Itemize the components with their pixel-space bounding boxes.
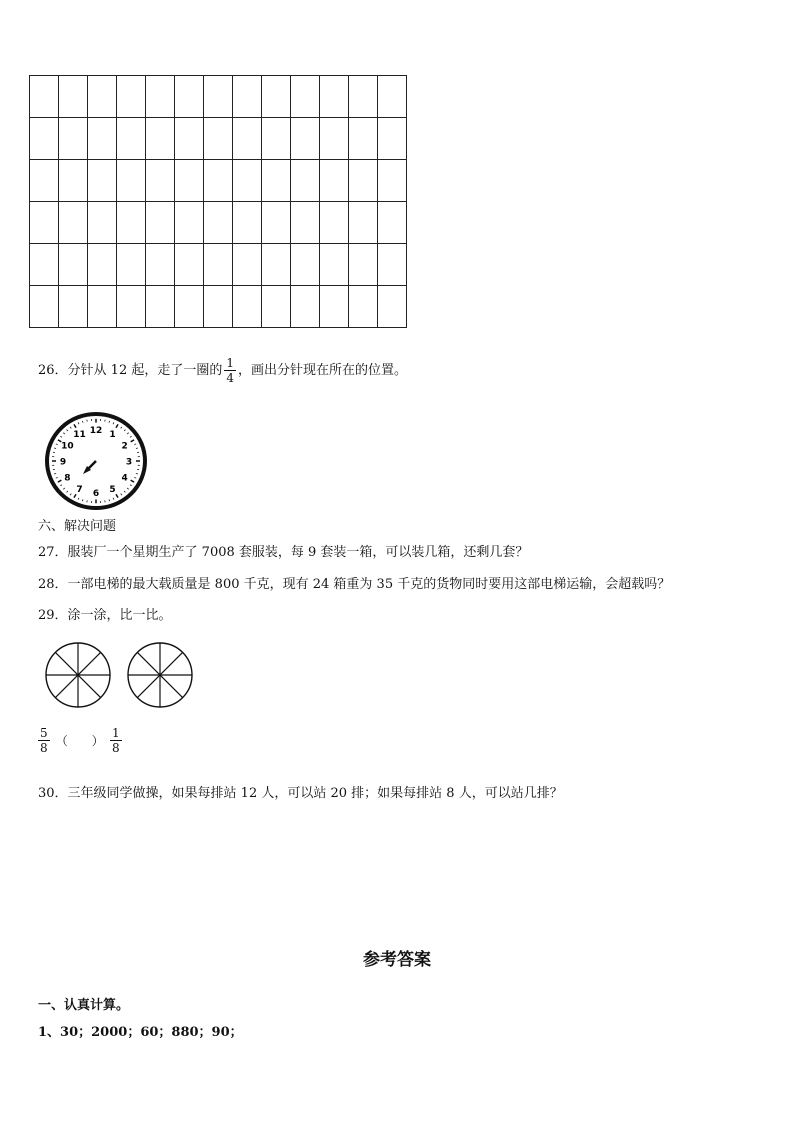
- clock-tick: [109, 499, 110, 501]
- grid-cell[interactable]: [204, 244, 233, 286]
- clock-tick: [54, 473, 56, 474]
- clock-number: 5: [109, 484, 116, 495]
- clock-tick: [134, 477, 136, 478]
- clock-number: 7: [76, 484, 83, 495]
- grid-cell[interactable]: [320, 118, 349, 160]
- clock-tick: [60, 436, 62, 437]
- grid-cell[interactable]: [262, 202, 291, 244]
- clock-tick: [109, 421, 110, 423]
- clock-tick: [116, 494, 118, 497]
- grid-cell[interactable]: [378, 118, 407, 160]
- grid-cell[interactable]: [59, 286, 88, 328]
- grid-cell[interactable]: [320, 202, 349, 244]
- grid-cell[interactable]: [88, 244, 117, 286]
- answer-1: 1、30；2000；60；880；90；: [38, 1025, 243, 1040]
- grid-row: [30, 160, 407, 202]
- grid-cell[interactable]: [262, 160, 291, 202]
- clock-tick: [63, 433, 64, 434]
- grid-cell[interactable]: [378, 244, 407, 286]
- clock-number: 8: [64, 473, 71, 484]
- clock-tick: [54, 448, 56, 449]
- grid-cell[interactable]: [30, 244, 59, 286]
- grid-cell[interactable]: [30, 286, 59, 328]
- clock-tick: [116, 424, 118, 427]
- clock-tick: [78, 422, 79, 424]
- clock-number: 2: [121, 441, 128, 452]
- clock-tick: [127, 433, 128, 434]
- clock-tick: [127, 488, 128, 489]
- question-29: 29．涂一涂，比一比。: [38, 608, 172, 623]
- answers-section-1: 一、认真计算。: [38, 998, 130, 1013]
- grid-cell[interactable]: [175, 118, 204, 160]
- clock-tick: [60, 485, 62, 486]
- clock-tick: [124, 430, 125, 431]
- grid-cell[interactable]: [88, 202, 117, 244]
- grid-cell[interactable]: [378, 286, 407, 328]
- grid-cell[interactable]: [262, 244, 291, 286]
- clock-tick: [74, 424, 76, 427]
- grid-cell[interactable]: [30, 76, 59, 118]
- grid-cell[interactable]: [262, 76, 291, 118]
- grid-cell[interactable]: [378, 160, 407, 202]
- clock-tick: [121, 427, 122, 429]
- q26-suffix: ，画出分针现在所在的位置。: [238, 363, 408, 378]
- grid-cell[interactable]: [88, 118, 117, 160]
- clock-number: 12: [89, 425, 103, 436]
- grid-cell[interactable]: [117, 160, 146, 202]
- clock-tick: [113, 498, 114, 500]
- section-6-heading: 六、解决问题: [38, 519, 117, 534]
- circle-eighths-left[interactable]: [44, 641, 112, 709]
- clock-face[interactable]: [43, 410, 151, 512]
- grid-cell[interactable]: [175, 202, 204, 244]
- grid-cell[interactable]: [59, 118, 88, 160]
- clock-tick: [82, 421, 83, 423]
- grid-cell[interactable]: [146, 286, 175, 328]
- comparison-blank[interactable]: （ ）: [55, 734, 104, 748]
- grid-cell[interactable]: [59, 202, 88, 244]
- question-26: [38, 356, 407, 385]
- grid-cell[interactable]: [175, 76, 204, 118]
- clock-tick: [63, 488, 64, 489]
- clock-tick: [134, 444, 136, 445]
- grid-cell[interactable]: [204, 118, 233, 160]
- clock-number: 4: [121, 473, 128, 484]
- grid-cell[interactable]: [88, 160, 117, 202]
- grid-cell[interactable]: [320, 76, 349, 118]
- grid-cell[interactable]: [233, 244, 262, 286]
- grid-cell[interactable]: [88, 76, 117, 118]
- clock-tick: [70, 427, 71, 429]
- clock-tick: [58, 480, 61, 482]
- circle-eighths-right[interactable]: [126, 641, 194, 709]
- grid-cell[interactable]: [146, 118, 175, 160]
- grid-cell[interactable]: [146, 160, 175, 202]
- grid-cell[interactable]: [117, 76, 146, 118]
- grid-cell[interactable]: [233, 160, 262, 202]
- grid-row: [30, 118, 407, 160]
- clock-tick: [136, 473, 138, 474]
- clock-number: 1: [109, 430, 116, 441]
- grid-cell[interactable]: [291, 244, 320, 286]
- grid-cell[interactable]: [349, 202, 378, 244]
- clock-tick: [78, 498, 79, 500]
- clock-tick: [67, 430, 68, 431]
- fraction-five-eighths: $\frac{5}{8}$: [40, 726, 48, 755]
- grid-cell[interactable]: [349, 76, 378, 118]
- grid-cell[interactable]: [320, 244, 349, 286]
- clock-tick: [113, 422, 114, 424]
- grid-cell[interactable]: [117, 286, 146, 328]
- grid-cell[interactable]: [349, 286, 378, 328]
- grid-cell[interactable]: [291, 202, 320, 244]
- grid-row: [30, 76, 407, 118]
- grid-cell[interactable]: [349, 118, 378, 160]
- question-30: 30．三年级同学做操，如果每排站 12 人，可以站 20 排；如果每排站 8 人，可以站几排？: [38, 786, 563, 801]
- grid-cell[interactable]: [291, 286, 320, 328]
- grid-cell[interactable]: [117, 202, 146, 244]
- clock-number: 3: [125, 457, 133, 468]
- clock-number: 6: [92, 489, 100, 500]
- grid-cell[interactable]: [204, 160, 233, 202]
- clock-tick: [56, 444, 58, 445]
- grid-cell[interactable]: [59, 160, 88, 202]
- grid-cell[interactable]: [117, 118, 146, 160]
- grid-cell[interactable]: [59, 76, 88, 118]
- grid-cell[interactable]: [378, 202, 407, 244]
- grid-cell[interactable]: [291, 118, 320, 160]
- question-27: 27．服装厂一个星期生产了 7008 套服装，每 9 套装一箱，可以装几箱，还剩几套？: [38, 545, 529, 560]
- clock-tick: [131, 480, 134, 482]
- grid-cell[interactable]: [88, 286, 117, 328]
- clock-tick: [67, 491, 68, 492]
- fraction-one-eighth: $\frac{1}{8}$: [111, 726, 120, 755]
- clock-tick: [124, 491, 125, 492]
- grid-row: [30, 244, 407, 286]
- clock-number: 10: [61, 441, 74, 452]
- fraction-denominator: 4: [226, 371, 234, 385]
- grid-cell[interactable]: [146, 202, 175, 244]
- clock-tick: [56, 477, 58, 478]
- grid-cell[interactable]: [175, 244, 204, 286]
- clock-tick: [131, 440, 134, 442]
- grid-cell[interactable]: [117, 244, 146, 286]
- grid-cell[interactable]: [320, 286, 349, 328]
- writing-grid: [29, 75, 407, 328]
- grid-cell[interactable]: [233, 118, 262, 160]
- clock-number: 9: [59, 457, 67, 468]
- grid-cell[interactable]: [262, 118, 291, 160]
- grid-cell[interactable]: [175, 286, 204, 328]
- grid-cell[interactable]: [233, 76, 262, 118]
- grid-cell[interactable]: [291, 160, 320, 202]
- grid-cell[interactable]: [59, 244, 88, 286]
- grid-row: [30, 202, 407, 244]
- clock-tick: [82, 499, 83, 501]
- grid-cell[interactable]: [175, 160, 204, 202]
- clock-tick: [136, 448, 138, 449]
- grid-cell[interactable]: [204, 286, 233, 328]
- grid-cell[interactable]: [262, 286, 291, 328]
- grid-cell[interactable]: [146, 76, 175, 118]
- clock-tick: [70, 494, 71, 496]
- grid-cell[interactable]: [233, 202, 262, 244]
- grid-cell[interactable]: [349, 160, 378, 202]
- question-28: 28．一部电梯的最大载质量是 800 千克，现有 24 箱重为 35 千克的货物同时要用这部电梯运输，会超载吗？: [38, 577, 671, 592]
- grid-cell[interactable]: [233, 286, 262, 328]
- fraction-one-quarter: [224, 356, 236, 385]
- grid-cell[interactable]: [204, 76, 233, 118]
- clock-tick: [121, 494, 122, 496]
- grid-cell[interactable]: [291, 76, 320, 118]
- clock-tick: [130, 485, 132, 486]
- fraction-numerator: 1: [226, 356, 234, 370]
- grid-cell[interactable]: [204, 202, 233, 244]
- grid-cell[interactable]: [30, 160, 59, 202]
- answers-title: 参考答案: [363, 950, 431, 970]
- clock-number: 11: [73, 430, 86, 441]
- grid-cell[interactable]: [30, 118, 59, 160]
- grid-cell[interactable]: [320, 160, 349, 202]
- grid-row: [30, 286, 407, 328]
- grid-cell[interactable]: [30, 202, 59, 244]
- fraction-comparison: [36, 726, 124, 755]
- grid-cell[interactable]: [146, 244, 175, 286]
- grid-cell[interactable]: [349, 244, 378, 286]
- q26-prefix: 26．分针从 12 起，走了一圈的: [38, 363, 223, 378]
- grid-cell[interactable]: [378, 76, 407, 118]
- clock-tick: [130, 436, 132, 437]
